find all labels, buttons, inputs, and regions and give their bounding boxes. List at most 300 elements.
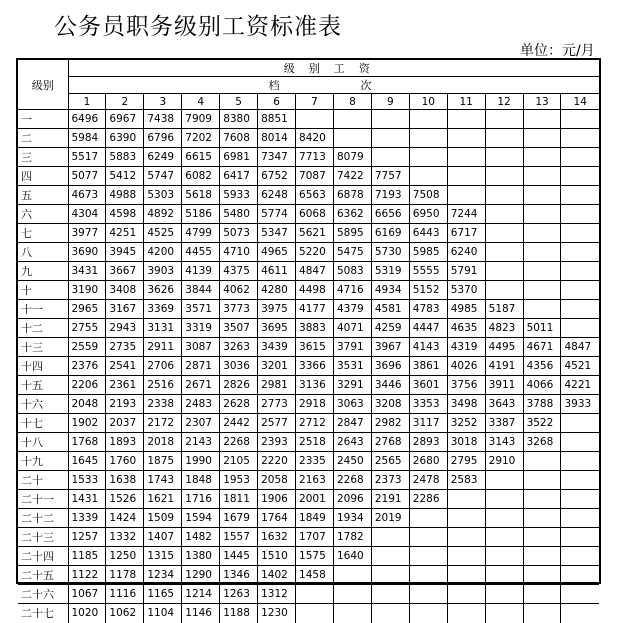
- salary-cell: 3967: [371, 338, 409, 357]
- salary-cell: 3695: [258, 319, 296, 338]
- salary-cell: 3773: [220, 300, 258, 319]
- salary-cell: 4847: [296, 262, 334, 281]
- salary-cell: [333, 110, 371, 129]
- page-title: 公务员职务级别工资标准表: [54, 14, 342, 40]
- salary-cell: 4026: [447, 357, 485, 376]
- salary-cell: [523, 262, 561, 281]
- salary-cell: 1062: [106, 604, 144, 623]
- salary-cell: 2628: [220, 395, 258, 414]
- salary-cell: [561, 471, 599, 490]
- grade-number-header: 12: [485, 94, 523, 110]
- salary-cell: [523, 205, 561, 224]
- table-row: [18, 414, 599, 433]
- table-row: [18, 281, 599, 300]
- salary-cell: 4525: [144, 224, 182, 243]
- salary-cell: [485, 604, 523, 623]
- salary-cell: 6248: [258, 186, 296, 205]
- salary-table: [18, 60, 599, 623]
- salary-cell: 1707: [296, 528, 334, 547]
- grade-number-header: 13: [523, 94, 561, 110]
- salary-cell: [523, 452, 561, 471]
- level-cell: 二十六: [18, 585, 68, 604]
- salary-cell: 5152: [409, 281, 447, 300]
- grade-number-header: 3: [144, 94, 182, 110]
- salary-cell: 8851: [258, 110, 296, 129]
- salary-cell: 3788: [523, 395, 561, 414]
- salary-cell: 4062: [220, 281, 258, 300]
- grade-number-header: 11: [447, 94, 485, 110]
- salary-cell: [447, 148, 485, 167]
- salary-cell: 2981: [258, 376, 296, 395]
- salary-cell: 8079: [333, 148, 371, 167]
- salary-cell: 2483: [182, 395, 220, 414]
- salary-cell: 2286: [409, 490, 447, 509]
- salary-cell: 4221: [561, 376, 599, 395]
- level-cell: 十五: [18, 376, 68, 395]
- salary-cell: 1510: [258, 547, 296, 566]
- table-row: [18, 566, 599, 585]
- salary-cell: 1122: [68, 566, 106, 585]
- salary-cell: 3387: [485, 414, 523, 433]
- salary-cell: 5895: [333, 224, 371, 243]
- salary-cell: [561, 604, 599, 623]
- salary-cell: 2143: [182, 433, 220, 452]
- salary-cell: 4965: [258, 243, 296, 262]
- salary-cell: 1990: [182, 452, 220, 471]
- salary-cell: 1768: [68, 433, 106, 452]
- table-row: [18, 452, 599, 471]
- salary-cell: 1332: [106, 528, 144, 547]
- salary-cell: 4177: [296, 300, 334, 319]
- salary-cell: 2361: [106, 376, 144, 395]
- table-row: [18, 243, 599, 262]
- salary-cell: 1640: [333, 547, 371, 566]
- table-row: [18, 490, 599, 509]
- table-row: [18, 262, 599, 281]
- table-row: [18, 148, 599, 167]
- salary-cell: [485, 110, 523, 129]
- level-cell: 十七: [18, 414, 68, 433]
- salary-cell: [485, 471, 523, 490]
- salary-cell: 3844: [182, 281, 220, 300]
- salary-cell: [371, 547, 409, 566]
- salary-cell: [409, 129, 447, 148]
- salary-cell: 5083: [333, 262, 371, 281]
- table-row: [18, 509, 599, 528]
- salary-cell: 2450: [333, 452, 371, 471]
- salary-cell: [485, 566, 523, 585]
- salary-cell: 3933: [561, 395, 599, 414]
- salary-cell: [561, 262, 599, 281]
- salary-cell: [561, 281, 599, 300]
- salary-cell: 3601: [409, 376, 447, 395]
- salary-cell: 3571: [182, 300, 220, 319]
- salary-cell: 5883: [106, 148, 144, 167]
- unit-label: 单位：元/月: [520, 43, 595, 59]
- grade-number-header: 9: [371, 94, 409, 110]
- salary-cell: 7347: [258, 148, 296, 167]
- salary-cell: 1178: [106, 566, 144, 585]
- salary-cell: 2206: [68, 376, 106, 395]
- salary-cell: [523, 471, 561, 490]
- salary-cell: 2058: [258, 471, 296, 490]
- salary-cell: [409, 167, 447, 186]
- salary-cell: 1482: [182, 528, 220, 547]
- salary-cell: 3626: [144, 281, 182, 300]
- salary-cell: 3690: [68, 243, 106, 262]
- level-cell: 十三: [18, 338, 68, 357]
- salary-cell: 2965: [68, 300, 106, 319]
- salary-cell: 5319: [371, 262, 409, 281]
- salary-cell: 4071: [333, 319, 371, 338]
- salary-cell: 4892: [144, 205, 182, 224]
- salary-cell: [371, 110, 409, 129]
- salary-cell: 4495: [485, 338, 523, 357]
- salary-cell: 5011: [523, 319, 561, 338]
- salary-cell: 4280: [258, 281, 296, 300]
- level-cell: 二: [18, 129, 68, 148]
- salary-cell: 7713: [296, 148, 334, 167]
- salary-cell: 2541: [106, 357, 144, 376]
- salary-cell: 1234: [144, 566, 182, 585]
- salary-cell: [485, 490, 523, 509]
- salary-cell: [447, 490, 485, 509]
- salary-cell: [333, 129, 371, 148]
- salary-cell: [485, 205, 523, 224]
- salary-cell: 4985: [447, 300, 485, 319]
- level-cell: 十二: [18, 319, 68, 338]
- salary-cell: 2943: [106, 319, 144, 338]
- level-cell: 七: [18, 224, 68, 243]
- salary-cell: [523, 167, 561, 186]
- salary-cell: 6717: [447, 224, 485, 243]
- salary-cell: [447, 585, 485, 604]
- salary-cell: 2680: [409, 452, 447, 471]
- salary-cell: [485, 585, 523, 604]
- salary-cell: [561, 224, 599, 243]
- salary-cell: 3643: [485, 395, 523, 414]
- salary-cell: 7508: [409, 186, 447, 205]
- level-cell: 八: [18, 243, 68, 262]
- salary-cell: [561, 528, 599, 547]
- salary-cell: 2583: [447, 471, 485, 490]
- salary-cell: 3883: [296, 319, 334, 338]
- salary-cell: 2307: [182, 414, 220, 433]
- salary-cell: 1811: [220, 490, 258, 509]
- salary-cell: 2706: [144, 357, 182, 376]
- salary-cell: [561, 205, 599, 224]
- table-row: [18, 585, 599, 604]
- salary-cell: 3190: [68, 281, 106, 300]
- salary-cell: 4356: [523, 357, 561, 376]
- salary-cell: 1290: [182, 566, 220, 585]
- salary-cell: [523, 186, 561, 205]
- salary-cell: 7909: [182, 110, 220, 129]
- salary-cell: 1458: [296, 566, 334, 585]
- salary-cell: 1557: [220, 528, 258, 547]
- salary-cell: 5347: [258, 224, 296, 243]
- salary-cell: [523, 509, 561, 528]
- salary-cell: [523, 604, 561, 623]
- salary-cell: 1760: [106, 452, 144, 471]
- salary-cell: 2735: [106, 338, 144, 357]
- salary-cell: [409, 585, 447, 604]
- salary-cell: [409, 509, 447, 528]
- level-cell: 十一: [18, 300, 68, 319]
- salary-cell: 1188: [220, 604, 258, 623]
- salary-cell: [561, 129, 599, 148]
- salary-cell: 1346: [220, 566, 258, 585]
- salary-cell: 2001: [296, 490, 334, 509]
- salary-cell: 4143: [409, 338, 447, 357]
- salary-cell: 4673: [68, 186, 106, 205]
- salary-cell: 3117: [409, 414, 447, 433]
- grade-number-header: 4: [182, 94, 220, 110]
- salary-cell: [561, 566, 599, 585]
- salary-cell: 7757: [371, 167, 409, 186]
- level-cell: 十六: [18, 395, 68, 414]
- salary-cell: 3507: [220, 319, 258, 338]
- table-row: [18, 319, 599, 338]
- salary-cell: 1875: [144, 452, 182, 471]
- salary-cell: 4611: [258, 262, 296, 281]
- salary-cell: 1407: [144, 528, 182, 547]
- salary-cell: 7202: [182, 129, 220, 148]
- salary-cell: 3201: [258, 357, 296, 376]
- salary-cell: [561, 300, 599, 319]
- salary-cell: 1526: [106, 490, 144, 509]
- salary-cell: 5480: [220, 205, 258, 224]
- salary-header: 级别工资: [68, 60, 599, 77]
- salary-cell: 2376: [68, 357, 106, 376]
- salary-cell: [485, 528, 523, 547]
- salary-cell: [447, 547, 485, 566]
- table-row: [18, 395, 599, 414]
- salary-cell: 6752: [258, 167, 296, 186]
- salary-cell: 4375: [220, 262, 258, 281]
- salary-cell: 1645: [68, 452, 106, 471]
- salary-cell: 2018: [144, 433, 182, 452]
- salary-cell: [333, 566, 371, 585]
- salary-cell: [485, 186, 523, 205]
- salary-cell: [523, 243, 561, 262]
- salary-cell: 1632: [258, 528, 296, 547]
- salary-cell: 3018: [447, 433, 485, 452]
- salary-cell: [523, 547, 561, 566]
- salary-cell: 1165: [144, 585, 182, 604]
- salary-cell: 6563: [296, 186, 334, 205]
- salary-cell: 1764: [258, 509, 296, 528]
- level-cell: 十九: [18, 452, 68, 471]
- salary-cell: [561, 414, 599, 433]
- salary-cell: 1214: [182, 585, 220, 604]
- salary-cell: 6082: [182, 167, 220, 186]
- salary-cell: 1953: [220, 471, 258, 490]
- level-cell: 二十一: [18, 490, 68, 509]
- salary-cell: 1445: [220, 547, 258, 566]
- salary-cell: 6615: [182, 148, 220, 167]
- salary-cell: 4200: [144, 243, 182, 262]
- salary-cell: [485, 281, 523, 300]
- salary-cell: [561, 509, 599, 528]
- salary-cell: 1315: [144, 547, 182, 566]
- salary-cell: [447, 167, 485, 186]
- salary-cell: 6390: [106, 129, 144, 148]
- salary-cell: 8014: [258, 129, 296, 148]
- salary-cell: 3861: [409, 357, 447, 376]
- salary-cell: 4635: [447, 319, 485, 338]
- salary-cell: 1402: [258, 566, 296, 585]
- salary-cell: 3087: [182, 338, 220, 357]
- salary-cell: 4191: [485, 357, 523, 376]
- salary-cell: [523, 224, 561, 243]
- salary-cell: [409, 566, 447, 585]
- salary-cell: 2755: [68, 319, 106, 338]
- salary-cell: [561, 585, 599, 604]
- salary-cell: 1679: [220, 509, 258, 528]
- salary-cell: [561, 490, 599, 509]
- salary-cell: [485, 224, 523, 243]
- salary-cell: 6967: [106, 110, 144, 129]
- salary-cell: 5621: [296, 224, 334, 243]
- salary-table-container: [16, 58, 601, 621]
- salary-cell: 3366: [296, 357, 334, 376]
- salary-cell: 3252: [447, 414, 485, 433]
- salary-cell: 2172: [144, 414, 182, 433]
- salary-cell: 5187: [485, 300, 523, 319]
- salary-cell: 2442: [220, 414, 258, 433]
- salary-cell: 2768: [371, 433, 409, 452]
- level-cell: 二十四: [18, 547, 68, 566]
- salary-cell: 2516: [144, 376, 182, 395]
- salary-cell: 4455: [182, 243, 220, 262]
- salary-cell: 2193: [106, 395, 144, 414]
- salary-cell: 4710: [220, 243, 258, 262]
- salary-cell: [485, 547, 523, 566]
- salary-cell: 2795: [447, 452, 485, 471]
- level-cell: 一: [18, 110, 68, 129]
- salary-cell: 2671: [182, 376, 220, 395]
- salary-cell: 3136: [296, 376, 334, 395]
- salary-cell: 6240: [447, 243, 485, 262]
- salary-cell: 3369: [144, 300, 182, 319]
- salary-cell: 3208: [371, 395, 409, 414]
- salary-cell: 1621: [144, 490, 182, 509]
- salary-cell: 3143: [485, 433, 523, 452]
- salary-cell: 2105: [220, 452, 258, 471]
- salary-cell: 3063: [333, 395, 371, 414]
- salary-cell: 1848: [182, 471, 220, 490]
- table-row: [18, 167, 599, 186]
- level-cell: 四: [18, 167, 68, 186]
- salary-cell: 5933: [220, 186, 258, 205]
- salary-cell: 3446: [371, 376, 409, 395]
- salary-cell: 2393: [258, 433, 296, 452]
- salary-cell: [447, 604, 485, 623]
- salary-cell: 2019: [371, 509, 409, 528]
- salary-cell: 2911: [144, 338, 182, 357]
- salary-cell: [561, 243, 599, 262]
- salary-cell: 2577: [258, 414, 296, 433]
- salary-cell: 6796: [144, 129, 182, 148]
- salary-cell: [523, 148, 561, 167]
- salary-cell: [523, 281, 561, 300]
- salary-cell: 3791: [333, 338, 371, 357]
- salary-cell: 1638: [106, 471, 144, 490]
- level-cell: 十: [18, 281, 68, 300]
- table-row: [18, 186, 599, 205]
- salary-cell: 2910: [485, 452, 523, 471]
- table-row: [18, 528, 599, 547]
- salary-cell: [371, 148, 409, 167]
- salary-cell: [485, 167, 523, 186]
- salary-cell: [371, 566, 409, 585]
- level-cell: 十八: [18, 433, 68, 452]
- salary-cell: 6950: [409, 205, 447, 224]
- salary-cell: 2037: [106, 414, 144, 433]
- salary-cell: 5077: [68, 167, 106, 186]
- salary-cell: [447, 509, 485, 528]
- salary-cell: 4251: [106, 224, 144, 243]
- salary-cell: 2871: [182, 357, 220, 376]
- salary-cell: 1263: [220, 585, 258, 604]
- salary-cell: 6362: [333, 205, 371, 224]
- salary-cell: 3667: [106, 262, 144, 281]
- level-cell: 六: [18, 205, 68, 224]
- salary-cell: 2559: [68, 338, 106, 357]
- salary-cell: 3498: [447, 395, 485, 414]
- table-row: [18, 110, 599, 129]
- level-cell: 二十二: [18, 509, 68, 528]
- salary-cell: 3291: [333, 376, 371, 395]
- grade-number-header: 8: [333, 94, 371, 110]
- salary-cell: 3439: [258, 338, 296, 357]
- salary-cell: 3319: [182, 319, 220, 338]
- salary-cell: [485, 243, 523, 262]
- salary-cell: [561, 148, 599, 167]
- salary-cell: 6878: [333, 186, 371, 205]
- table-row: [18, 205, 599, 224]
- salary-cell: [409, 110, 447, 129]
- salary-cell: 3615: [296, 338, 334, 357]
- salary-cell: [333, 585, 371, 604]
- salary-cell: 3263: [220, 338, 258, 357]
- salary-cell: 5412: [106, 167, 144, 186]
- salary-cell: 2268: [333, 471, 371, 490]
- salary-cell: [371, 604, 409, 623]
- salary-cell: 2918: [296, 395, 334, 414]
- salary-cell: 5984: [68, 129, 106, 148]
- salary-cell: 2096: [333, 490, 371, 509]
- salary-cell: 4304: [68, 205, 106, 224]
- salary-cell: [485, 509, 523, 528]
- salary-cell: [523, 566, 561, 585]
- salary-cell: 3531: [333, 357, 371, 376]
- salary-cell: 8420: [296, 129, 334, 148]
- salary-cell: 3977: [68, 224, 106, 243]
- salary-cell: 4379: [333, 300, 371, 319]
- table-row: [18, 357, 599, 376]
- salary-cell: 4319: [447, 338, 485, 357]
- salary-cell: 2712: [296, 414, 334, 433]
- level-cell: 二十五: [18, 566, 68, 585]
- salary-cell: 3431: [68, 262, 106, 281]
- salary-cell: 5985: [409, 243, 447, 262]
- salary-cell: 6981: [220, 148, 258, 167]
- salary-cell: [561, 433, 599, 452]
- salary-cell: 1339: [68, 509, 106, 528]
- salary-cell: 1849: [296, 509, 334, 528]
